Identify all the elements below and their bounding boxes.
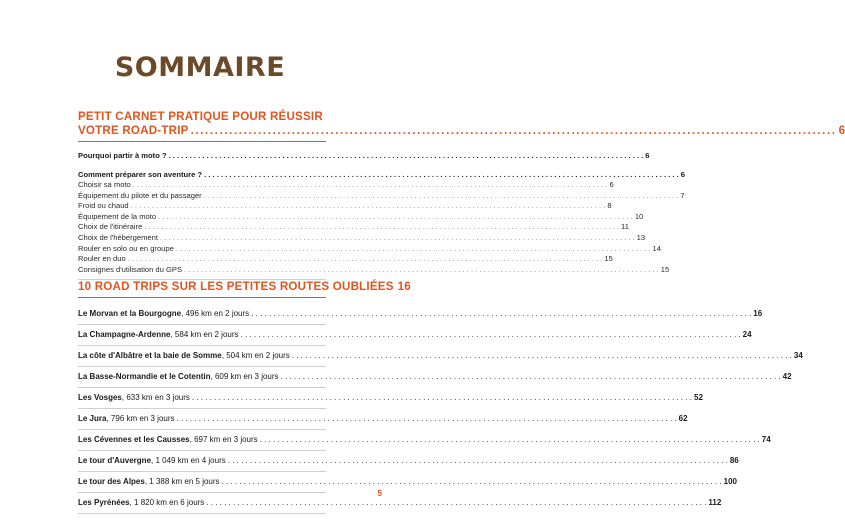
leader-dots	[251, 308, 751, 319]
toc-entry-page: 6	[680, 170, 685, 179]
trip-entry-page: 16	[753, 309, 763, 318]
section-heading-page: 6	[838, 124, 845, 137]
toc-entry	[78, 264, 670, 276]
trip-name: La Champagne-Ardenne	[78, 330, 171, 339]
trip-entry-page: 52	[694, 393, 703, 402]
leader-dots	[177, 413, 677, 424]
leader-dots	[158, 212, 633, 223]
trip-entry-page: 112	[708, 498, 722, 507]
leader-dots	[191, 124, 837, 138]
toc-entry	[78, 169, 685, 180]
leader-dots	[131, 201, 606, 212]
leader-dots	[128, 254, 603, 265]
trip-name: La Basse-Normandie et le Cotentin	[78, 372, 211, 381]
trip-entry-label: La Champagne-Ardenne, 584 km en 2 jours	[78, 330, 239, 339]
leader-dots	[228, 455, 728, 466]
section2-heading-label: 10 ROAD TRIPS SUR LES PETITES ROUTES OUBLIÉES	[78, 280, 394, 293]
leader-dots	[206, 497, 706, 508]
trip-name: Les Pyrénées	[78, 498, 130, 507]
leader-dots	[160, 233, 635, 244]
trip-entry-page: 34	[793, 351, 803, 360]
trip-detail: 633 km en 3 jours	[126, 393, 190, 402]
section-heading-line2	[78, 124, 845, 138]
trip-entry-label: Le tour d'Auvergne, 1 049 km en 4 jours	[78, 456, 226, 465]
toc-entry-label: Équipement du pilote et du passager	[78, 190, 202, 200]
trip-entry-label: Les Vosges, 633 km en 3 jours	[78, 393, 190, 402]
trip-entry-label: La Basse-Normandie et le Cotentin, 609 km en 3 jours	[78, 372, 279, 381]
section-heading-line1: PETIT CARNET PRATIQUE POUR RÉUSSIR	[78, 110, 323, 123]
trip-name: La côte d'Albâtre et la baie de Somme	[78, 351, 222, 360]
trip-detail: 796 km en 3 jours	[110, 414, 175, 423]
toc-entry-label: Choix de l'itinéraire	[78, 222, 143, 232]
toc-entry-page: 6	[609, 180, 614, 189]
trip-entry	[78, 346, 803, 367]
section-road-trips	[78, 280, 803, 514]
leader-dots	[133, 180, 608, 191]
toc-entry-page: 7	[680, 190, 685, 200]
leader-dots	[144, 222, 619, 233]
trip-detail: 697 km en 3 jours	[194, 435, 258, 444]
trip-list	[78, 304, 803, 514]
trip-entry	[78, 367, 792, 388]
trip-entry-page: 74	[761, 435, 771, 444]
section-heading	[78, 110, 845, 138]
trip-entry	[78, 325, 752, 346]
trip-entry-label: Les Cévennes et les Causses, 697 km en 3 jours	[78, 435, 258, 444]
trip-entry-label: La côte d'Albâtre et la baie de Somme, 504 km en 2 jours	[78, 351, 290, 360]
leader-dots	[241, 329, 741, 340]
trip-detail: 1 049 km en 4 jours	[155, 456, 226, 465]
trip-name: Le Jura	[78, 414, 107, 423]
trip-name: Le Morvan et la Bourgogne	[78, 309, 182, 318]
toc-entry-label: Choisir sa moto	[78, 180, 131, 189]
section2-heading-page: 16	[397, 280, 411, 293]
toc-entry-page: 15	[660, 264, 670, 274]
trip-entry	[78, 451, 739, 472]
toc-entry-label: Choix de l'hébergement	[78, 232, 158, 242]
trip-entry-label: Les Pyrénées, 1 820 km en 6 jours	[78, 498, 205, 507]
trip-entry-page: 100	[723, 477, 738, 486]
leader-dots	[292, 350, 792, 361]
page-title: SOMMAIRE	[114, 52, 286, 83]
leader-dots	[204, 169, 679, 180]
trip-name: Les Vosges	[78, 393, 122, 402]
trip-detail: 1 820 km en 6 jours	[134, 498, 205, 507]
toc-entry-label: Équipement de la moto	[78, 211, 157, 221]
trip-entry	[78, 430, 771, 451]
section2-heading	[78, 280, 411, 294]
leader-dots	[169, 150, 644, 161]
leader-dots	[260, 434, 760, 445]
trip-entry-label: Le tour des Alpes, 1 388 km en 5 jours	[78, 477, 220, 486]
toc-entry-label: Rouler en solo ou en groupe	[78, 243, 174, 253]
page-number: 5	[377, 489, 382, 498]
toc-entry	[78, 201, 612, 212]
toc-entry-page: 11	[621, 222, 629, 232]
trip-entry	[78, 493, 722, 514]
section-items	[78, 150, 685, 280]
toc-entry-label: Consignes d'utilisation du GPS	[78, 264, 183, 274]
leader-dots	[184, 265, 659, 276]
trip-detail: 584 km en 2 jours	[174, 330, 239, 339]
trip-entry	[78, 388, 703, 409]
leader-dots	[222, 476, 722, 487]
trip-name: Le tour des Alpes	[78, 477, 145, 486]
trip-entry-page: 62	[678, 414, 688, 423]
trip-name: Le tour d'Auvergne	[78, 456, 152, 465]
toc-entry	[78, 150, 650, 161]
trip-entry-page: 86	[729, 456, 739, 465]
toc-entry	[78, 222, 629, 233]
trip-entry	[78, 304, 763, 325]
trip-entry	[78, 409, 688, 430]
toc-entry-label: Comment préparer son aventure ?	[78, 170, 203, 179]
leader-dots	[176, 244, 651, 255]
leader-dots	[281, 371, 781, 382]
trip-entry-page: 24	[742, 330, 752, 339]
section-heading-line2-label: VOTRE ROAD-TRIP	[78, 124, 189, 137]
trip-detail: 1 388 km en 5 jours	[149, 477, 220, 486]
trip-detail: 504 km en 2 jours	[226, 351, 290, 360]
trip-detail: 496 km en 2 jours	[185, 309, 250, 318]
trip-entry-label: Le Morvan et la Bourgogne, 496 km en 2 jours	[78, 309, 250, 318]
leader-dots	[204, 191, 679, 202]
toc-entry-label: Pourquoi partir à moto ?	[78, 151, 167, 160]
section2-heading-line	[78, 280, 411, 294]
toc-entry-page: 10	[634, 211, 644, 221]
trip-entry	[78, 472, 738, 493]
toc-entry-page: 14	[652, 243, 661, 253]
toc-entry-page: 8	[607, 201, 612, 211]
toc-entry-page: 15	[604, 254, 613, 264]
trip-entry-page: 42	[782, 372, 792, 381]
trip-name: Les Cévennes et les Causses	[78, 435, 190, 444]
toc-entry	[78, 211, 644, 223]
trip-entry-label: Le Jura, 796 km en 3 jours	[78, 414, 175, 423]
toc-entry	[78, 243, 661, 255]
toc-entry	[78, 180, 614, 191]
trip-detail: 609 km en 3 jours	[214, 372, 279, 381]
toc-entry	[78, 254, 613, 265]
section-divider	[78, 141, 326, 142]
toc-entry-page: 13	[636, 232, 646, 242]
leader-dots	[192, 392, 692, 403]
section2-divider	[78, 297, 326, 298]
toc-entry-label: Froid ou chaud	[78, 201, 129, 211]
section-road-trip-guide	[78, 110, 845, 280]
toc-entry	[78, 232, 646, 244]
toc-entry	[78, 190, 685, 202]
toc-entry-page: 6	[645, 151, 650, 160]
toc-entry-label: Rouler en duo	[78, 254, 126, 264]
